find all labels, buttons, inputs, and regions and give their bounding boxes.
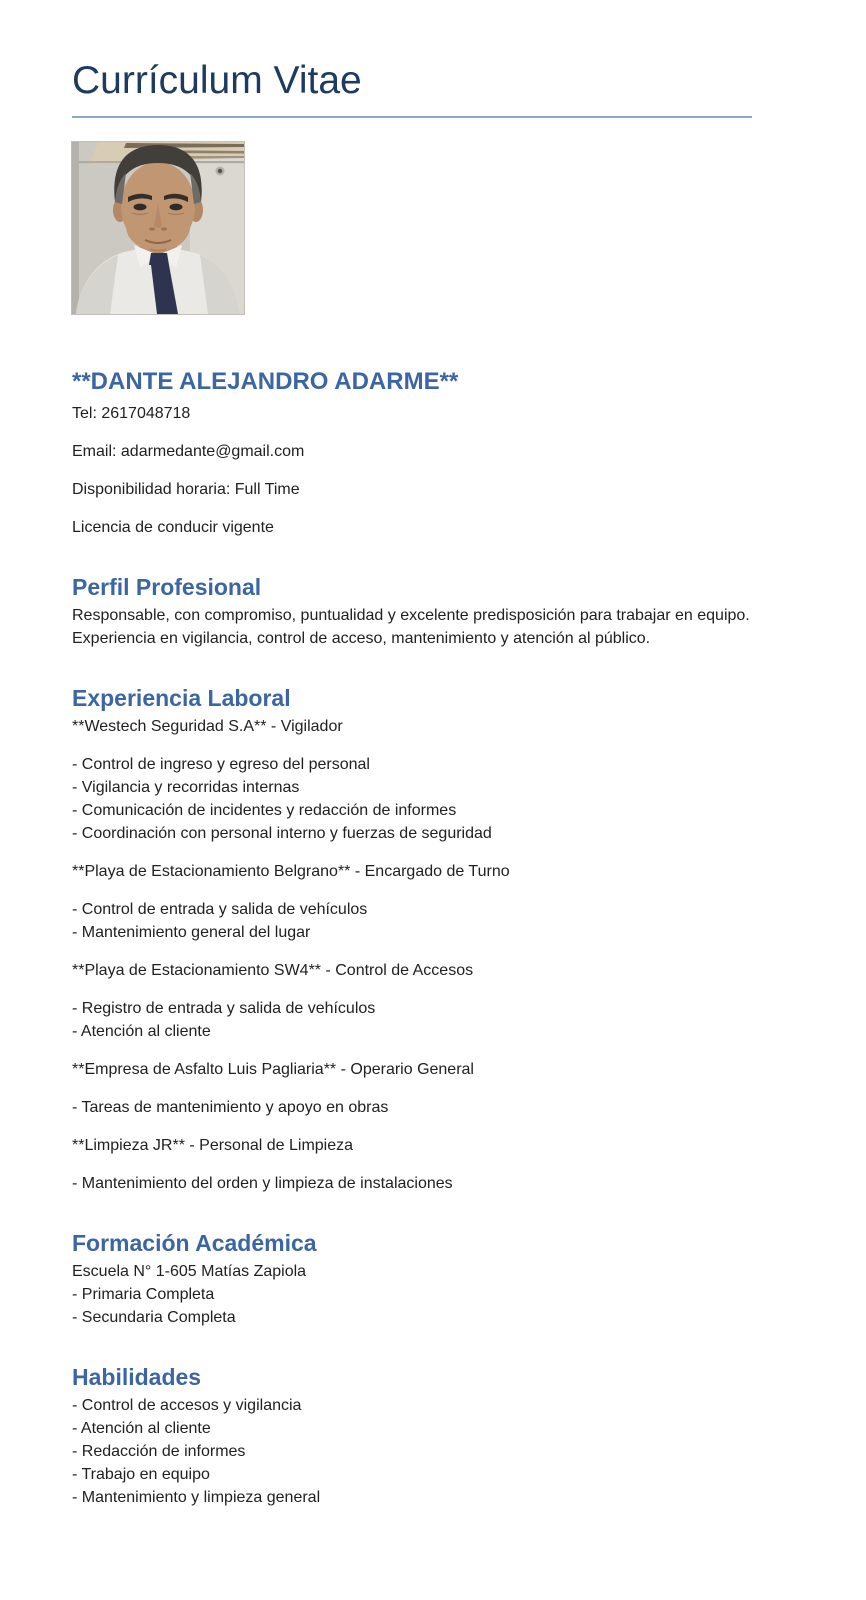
contact-tel: Tel: 2617048718 <box>72 405 191 422</box>
job-duties <box>72 898 752 944</box>
job-title: **Limpieza JR** - Personal de Limpieza <box>72 1137 354 1154</box>
skill-item: - Trabajo en equipo <box>72 1466 210 1483</box>
section-heading-habilidades: Habilidades <box>72 1364 202 1390</box>
duty-line: - Comunicación de incidentes y redacción de informes <box>72 802 457 819</box>
job-duties <box>72 1172 752 1195</box>
profile-photo <box>72 142 244 314</box>
education-block <box>72 1260 752 1329</box>
job-title: **Playa de Estacionamiento SW4** - Control de Accesos <box>72 962 474 979</box>
duty-line: - Control de ingreso y egreso del personal <box>72 756 370 773</box>
duty-line: - Mantenimiento del orden y limpieza de instalaciones <box>72 1175 453 1192</box>
duty-line: - Registro de entrada y salida de vehículos <box>72 1000 376 1017</box>
contact-availability: Disponibilidad horaria: Full Time <box>72 481 300 498</box>
skills-block <box>72 1394 752 1509</box>
duty-line: - Vigilancia y recorridas internas <box>72 779 300 796</box>
contact-block <box>72 402 752 539</box>
job-duties <box>72 753 752 845</box>
skill-item: - Redacción de informes <box>72 1443 246 1460</box>
candidate-name: **DANTE ALEJANDRO ADARME** <box>72 368 459 395</box>
section-heading-formacion: Formación Académica <box>72 1230 317 1256</box>
job-title: **Playa de Estacionamiento Belgrano** - Encargado de Turno <box>72 863 510 880</box>
education-line: Escuela N° 1-605 Matías Zapiola <box>72 1263 307 1280</box>
job-duties <box>72 1096 752 1119</box>
skill-item: - Control de accesos y vigilancia <box>72 1397 302 1414</box>
skill-item: - Mantenimiento y limpieza general <box>72 1489 321 1506</box>
contact-email: Email: adarmedante@gmail.com <box>72 443 305 460</box>
job-title: **Empresa de Asfalto Luis Pagliaria** - Operario General <box>72 1061 474 1078</box>
job-title: **Westech Seguridad S.A** - Vigilador <box>72 718 343 735</box>
job-duties <box>72 997 752 1043</box>
title-divider <box>72 116 752 118</box>
duty-line: - Atención al cliente <box>72 1023 211 1040</box>
duty-line: - Tareas de mantenimiento y apoyo en obras <box>72 1099 389 1116</box>
skill-item: - Atención al cliente <box>72 1420 211 1437</box>
education-line: - Primaria Completa <box>72 1286 215 1303</box>
duty-line: - Control de entrada y salida de vehículos <box>72 901 368 918</box>
duty-line: - Coordinación con personal interno y fuerzas de seguridad <box>72 825 492 842</box>
page-title: Currículum Vitae <box>72 59 362 102</box>
section-heading-perfil: Perfil Profesional <box>72 574 262 600</box>
education-line: - Secundaria Completa <box>72 1309 236 1326</box>
profile-photo-illustration <box>72 142 244 314</box>
perfil-body: Responsable, con compromiso, puntualidad y excelente predisposición para trabajar en equipo. Experiencia en vigilancia, control de acceso, mantenimiento y atención al público. <box>72 607 750 647</box>
duty-line: - Mantenimiento general del lugar <box>72 924 311 941</box>
section-heading-experiencia: Experiencia Laboral <box>72 685 291 711</box>
contact-license: Licencia de conducir vigente <box>72 519 274 536</box>
